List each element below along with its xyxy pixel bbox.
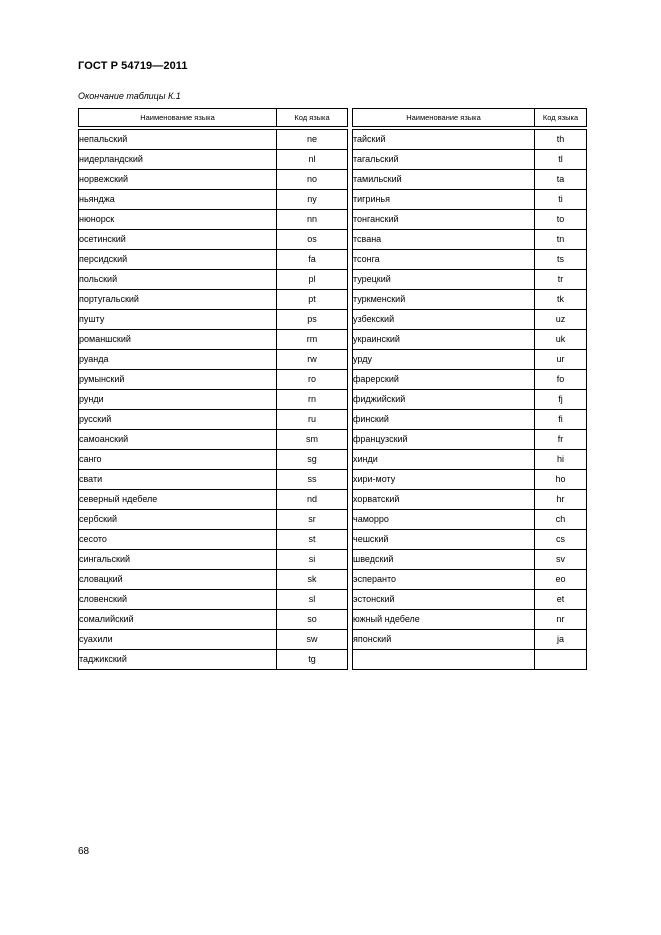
language-name: тамильский (353, 170, 535, 190)
table-row (79, 130, 348, 150)
table-row (79, 590, 348, 610)
language-code: th (535, 130, 587, 150)
language-name: словенский (79, 590, 277, 610)
language-code: ti (535, 190, 587, 210)
table-row (79, 250, 348, 270)
column-header-code: Код языка (277, 109, 348, 127)
language-name: эсперанто (353, 570, 535, 590)
table-row (79, 330, 348, 350)
table-header-row (79, 109, 348, 127)
language-name: тсвана (353, 230, 535, 250)
table-row (353, 210, 587, 230)
language-name: португальский (79, 290, 277, 310)
language-name: свати (79, 470, 277, 490)
language-code: to (535, 210, 587, 230)
language-name: фиджийский (353, 390, 535, 410)
language-code: ps (277, 310, 348, 330)
language-code: rm (277, 330, 348, 350)
table-row (353, 230, 587, 250)
language-name: самоанский (79, 430, 277, 450)
language-name: узбекский (353, 310, 535, 330)
language-name: финский (353, 410, 535, 430)
language-name: туркменский (353, 290, 535, 310)
language-code: uk (535, 330, 587, 350)
language-code: ur (535, 350, 587, 370)
table-row (79, 470, 348, 490)
table-row (353, 550, 587, 570)
language-code: ne (277, 130, 348, 150)
table-row (353, 470, 587, 490)
table-row (79, 350, 348, 370)
table-row (79, 570, 348, 590)
language-name: ньянджа (79, 190, 277, 210)
language-code: rn (277, 390, 348, 410)
language-name: сесото (79, 530, 277, 550)
language-name: таджикский (79, 650, 277, 670)
language-code: fj (535, 390, 587, 410)
language-name: суахили (79, 630, 277, 650)
language-code: sg (277, 450, 348, 470)
table-row (353, 290, 587, 310)
language-name: фарерский (353, 370, 535, 390)
page-number: 68 (78, 846, 90, 857)
language-code: so (277, 610, 348, 630)
language-code: fo (535, 370, 587, 390)
language-name: романшский (79, 330, 277, 350)
table-row (79, 190, 348, 210)
table-row (79, 270, 348, 290)
language-name: французский (353, 430, 535, 450)
language-code: os (277, 230, 348, 250)
language-code: nn (277, 210, 348, 230)
language-code: tn (535, 230, 587, 250)
table-row (79, 290, 348, 310)
language-code (535, 650, 587, 670)
language-code: tl (535, 150, 587, 170)
table-row (353, 150, 587, 170)
language-name: чешский (353, 530, 535, 550)
table-row (79, 530, 348, 550)
column-header-name: Наименование языка (79, 109, 277, 127)
table-row (353, 510, 587, 530)
language-code: ta (535, 170, 587, 190)
table-row (79, 610, 348, 630)
table-row (353, 530, 587, 550)
table-row (353, 410, 587, 430)
language-code: pt (277, 290, 348, 310)
language-name: шведский (353, 550, 535, 570)
language-name: персидский (79, 250, 277, 270)
language-name: руанда (79, 350, 277, 370)
table-caption: Окончание таблицы К.1 (78, 91, 181, 101)
table-row (79, 310, 348, 330)
table-row (353, 610, 587, 630)
language-code: ro (277, 370, 348, 390)
table-row (79, 210, 348, 230)
table-row (353, 630, 587, 650)
language-name: польский (79, 270, 277, 290)
column-header-code: Код языка (535, 109, 587, 127)
language-name: румынский (79, 370, 277, 390)
language-code: ny (277, 190, 348, 210)
table-row (353, 250, 587, 270)
language-code: no (277, 170, 348, 190)
language-name (353, 650, 535, 670)
language-name: сербский (79, 510, 277, 530)
language-name: южный ндебеле (353, 610, 535, 630)
language-name: тайский (353, 130, 535, 150)
language-name: хири-моту (353, 470, 535, 490)
table-row (79, 230, 348, 250)
language-code: nd (277, 490, 348, 510)
language-name: тагальский (353, 150, 535, 170)
language-code: tg (277, 650, 348, 670)
language-code: eo (535, 570, 587, 590)
table-row (353, 130, 587, 150)
language-code: ss (277, 470, 348, 490)
language-name: турецкий (353, 270, 535, 290)
language-name: нидерландский (79, 150, 277, 170)
language-code: st (277, 530, 348, 550)
language-code: sw (277, 630, 348, 650)
language-name: тигринья (353, 190, 535, 210)
table-row (353, 370, 587, 390)
language-code: fa (277, 250, 348, 270)
language-code: ch (535, 510, 587, 530)
language-name: тсонга (353, 250, 535, 270)
language-code: nr (535, 610, 587, 630)
column-header-name: Наименование языка (353, 109, 535, 127)
language-code: ru (277, 410, 348, 430)
language-code: fi (535, 410, 587, 430)
table-row (79, 410, 348, 430)
language-table-left (78, 108, 348, 670)
document-header: ГОСТ Р 54719—2011 (78, 60, 188, 72)
table-row (353, 310, 587, 330)
table-row (353, 390, 587, 410)
language-code: tr (535, 270, 587, 290)
table-row (79, 510, 348, 530)
table-row (353, 490, 587, 510)
table-row (79, 430, 348, 450)
table-row (79, 650, 348, 670)
language-code: nl (277, 150, 348, 170)
language-code: tk (535, 290, 587, 310)
language-code: si (277, 550, 348, 570)
language-name: японский (353, 630, 535, 650)
language-code: hi (535, 450, 587, 470)
language-code: sm (277, 430, 348, 450)
language-name: чаморро (353, 510, 535, 530)
language-code: ho (535, 470, 587, 490)
language-name: норвежский (79, 170, 277, 190)
table-row (79, 370, 348, 390)
table-row (353, 330, 587, 350)
language-name: осетинский (79, 230, 277, 250)
language-name: украинский (353, 330, 535, 350)
language-code: sv (535, 550, 587, 570)
language-code: sr (277, 510, 348, 530)
language-code: rw (277, 350, 348, 370)
language-name: словацкий (79, 570, 277, 590)
language-name: санго (79, 450, 277, 470)
table-row (79, 170, 348, 190)
table-row (353, 350, 587, 370)
language-code: fr (535, 430, 587, 450)
language-name: урду (353, 350, 535, 370)
table-row (353, 170, 587, 190)
language-code-table (78, 108, 586, 664)
language-name: сомалийский (79, 610, 277, 630)
language-name: северный ндебеле (79, 490, 277, 510)
table-row (353, 570, 587, 590)
language-name: русский (79, 410, 277, 430)
language-name: рунди (79, 390, 277, 410)
language-name: нюнорск (79, 210, 277, 230)
table-row (79, 630, 348, 650)
language-name: пушту (79, 310, 277, 330)
language-code: ja (535, 630, 587, 650)
language-name: тонганский (353, 210, 535, 230)
table-row (79, 390, 348, 410)
language-name: эстонский (353, 590, 535, 610)
table-row (353, 450, 587, 470)
language-name: хорватский (353, 490, 535, 510)
language-code: pl (277, 270, 348, 290)
language-name: хинди (353, 450, 535, 470)
table-row (353, 270, 587, 290)
table-row (353, 650, 587, 670)
language-code: et (535, 590, 587, 610)
language-name: непальский (79, 130, 277, 150)
table-row (353, 190, 587, 210)
language-code: cs (535, 530, 587, 550)
language-name: сингальский (79, 550, 277, 570)
language-code: sk (277, 570, 348, 590)
table-row (79, 450, 348, 470)
language-code: uz (535, 310, 587, 330)
table-header-row (353, 109, 587, 127)
language-table-right (352, 108, 587, 670)
language-code: hr (535, 490, 587, 510)
language-code: sl (277, 590, 348, 610)
language-code: ts (535, 250, 587, 270)
table-row (353, 430, 587, 450)
table-row (353, 590, 587, 610)
table-row (79, 490, 348, 510)
table-row (79, 550, 348, 570)
table-row (79, 150, 348, 170)
